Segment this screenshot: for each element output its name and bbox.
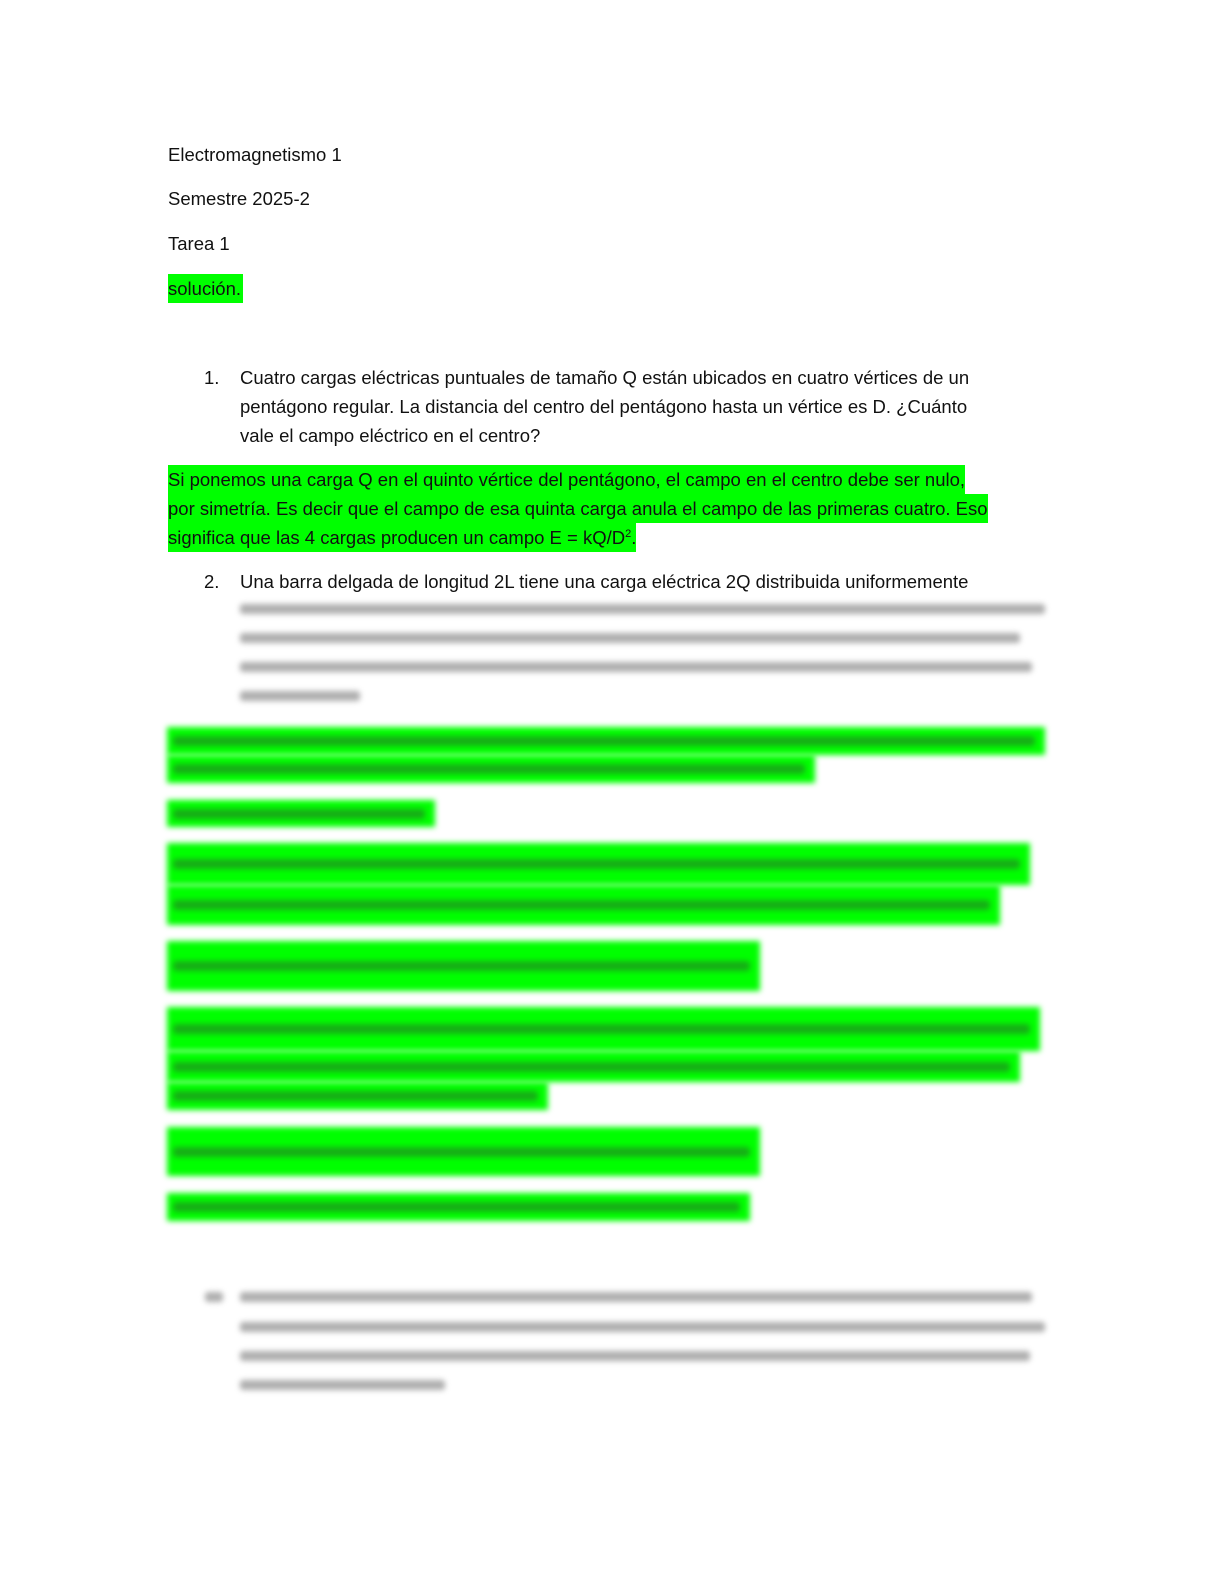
answer-1-line: por simetría. Es decir que el campo de esa quinta carga anula el campo de las primeras cuatro. Eso	[168, 494, 988, 523]
problem-1-number: 1.	[204, 367, 220, 388]
assignment-title: Tarea 1	[168, 233, 230, 254]
course-title: Electromagnetismo 1	[168, 144, 342, 165]
problem-2-number: 2.	[204, 571, 220, 592]
answer-1-line: Si ponemos una carga Q en el quinto vértice del pentágono, el campo en el centro debe ser nulo,	[168, 465, 965, 494]
problem-2-line: Una barra delgada de longitud 2L tiene una carga eléctrica 2Q distribuida uniformemente	[240, 571, 969, 592]
problem-1-line: vale el campo eléctrico en el centro?	[240, 425, 541, 446]
problem-1-line: pentágono regular. La distancia del centro del pentágono hasta un vértice es D. ¿Cuánto	[240, 396, 968, 417]
answer-1-line: significa que las 4 cargas producen un campo $E = kQ/D^2$.	[168, 523, 636, 552]
solution-label: solución.	[168, 274, 243, 303]
semester: Semestre 2025-2	[168, 188, 310, 209]
problem-1-line: Cuatro cargas eléctricas puntuales de tamaño Q están ubicados en cuatro vértices de un	[240, 367, 970, 388]
